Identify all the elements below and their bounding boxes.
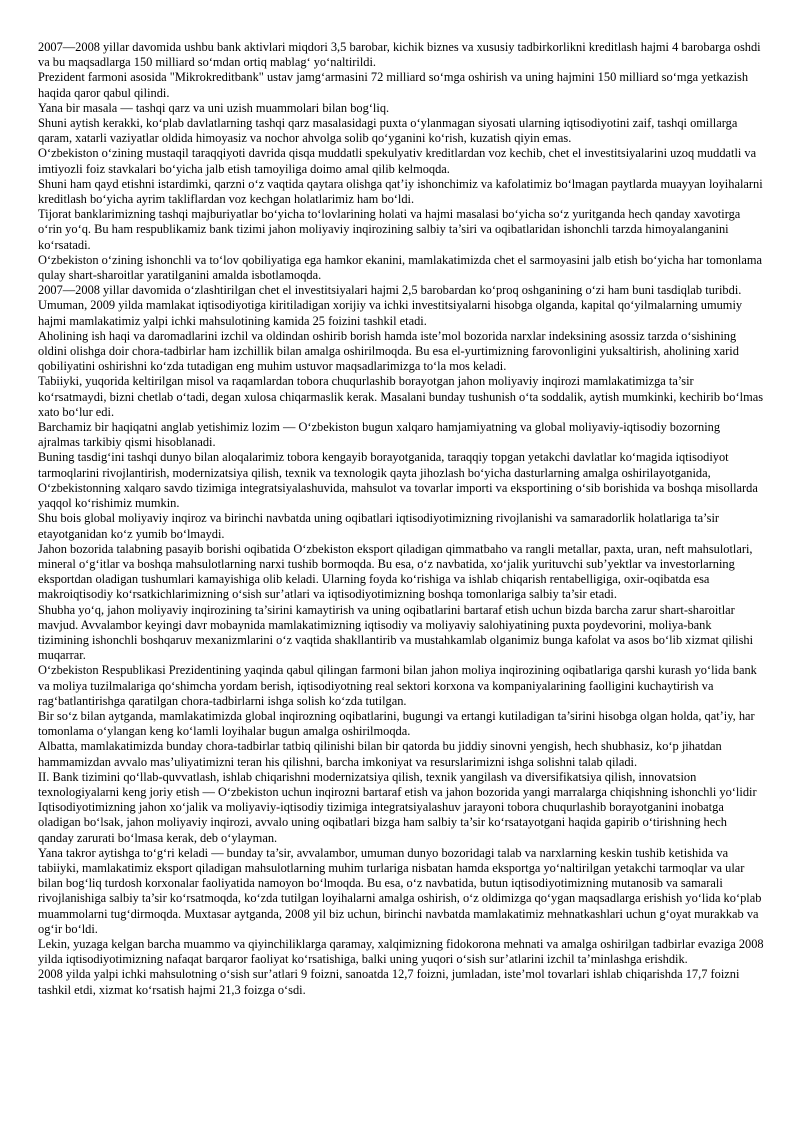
paragraph: 2007—2008 yillar davomida ushbu bank aktivlari miqdori 3,5 barobar, kichik biznes va xususiy tadbirkorlikni kreditlash hajmi 4 barobarga oshdi va bu maqsadlarga 150 milliard so‘mdan ortiq mablag‘ yo‘naltirildi. — [38, 40, 761, 70]
paragraph: Jahon bozorida talabning pasayib borishi oqibatida O‘zbekiston eksport qiladigan qimmatbaho va rangli metallar, paxta, uran, neft mahsulotlari, mineral o‘g‘itlar va boshqa mahsulotlarning narxi tushib bormoqda. Bu esa, o‘z navbatida, xo‘jalik yurituvchi sub’yektlar va investorlarning eksportdan oladigan tushumlari kamayishiga olib keladi. Ularning foyda ko‘rishiga va ishlab chiqarish rentabelligiga, oxir-oqibatda esa makroiqtisodiy ko‘rsatkichlarimizning o‘sish sur’atlari va iqtisodiyotimizning boshqa tomonlariga salbiy ta’sir etadi. — [38, 541, 753, 602]
paragraph: O‘zbekiston o‘zining ishonchli va to‘lov qobiliyatiga ega hamkor ekanini, mamlakatimizda chet el sarmoyasini jalb etish bo‘yicha har tomonlama qulay shart-sharoitlar yaratilganini amalda isbotlamoqda. — [38, 252, 762, 283]
paragraph: Iqtisodiyotimizning jahon xo‘jalik va moliyaviy-iqtisodiy tizimiga integratsiyalashuv jarayoni tobora chuqurlashib borayotganini inobatga oladigan bo‘lsak, jahon moliyaviy inqirozi, avvalo uning oqibatlari bizga ham salbiy ta’sir ko‘rsatayotgani haqida gapirib o‘tirishning hech qanday zarurati bo‘lmasa kerak, deb o‘ylayman. — [38, 800, 727, 845]
paragraph: Yana takror aytishga to‘g‘ri keladi — bunday ta’sir, avvalambor, umuman dunyo bozoridagi talab va narxlarning keskin tushib ketishida va tabiiyki, mamlakatimiz eksport qiladigan mahsulotlarning muhim turlariga nisbatan hamda eksportga yo‘naltirilgan yetakchi tarmoqlar va ular bilan bog‘liq turdosh korxonalar faoliyatida namoyon bo‘lmoqda. Bu esa, o‘z navbatida, butun iqtisodiyotimizning mutanosib va samarali rivojlanishiga salbiy ta’sir ko‘rsatmoqda, ko‘zda tutilgan loyihalarni amalga oshirish, o‘z oldimizga qo‘ygan maqsadlarga erishish yo‘lida ko‘plab muammolarni tug‘dirmoqda. Muxtasar aytganda, 2008 yil biz uchun, birinchi navbatda mamlakatimiz mehnatkashlari uchun g‘oyat murakkab va og‘ir bo‘ldi. — [38, 845, 762, 936]
paragraph: Buning tasdig‘ini tashqi dunyo bilan aloqalarimiz tobora kengayib borayotganida, taraqqiy topgan yetakchi davlatlar ko‘magida iqtisodiyot tarmoqlarini rivojlantirish, modernizatsiya qilish, texnik va texnologik qayta jihozlash bo‘yicha dasturlarning amalga oshirilayotganida, O‘zbekistonning xalqaro savdo tizimiga integratsiyalashuvida, mahsulot va tovarlar importi va eksportining o‘sib borishida va boshqa misollarda yaqqol ko‘rishimiz mumkin. — [38, 450, 758, 511]
paragraph: Lekin, yuzaga kelgan barcha muammo va qiyinchiliklarga qaramay, xalqimizning fidokorona mehnati va amalga oshirilgan tadbirlar evaziga 2008 yilda iqtisodiyotimizning nafaqat barqaror faoliyat ko‘rsatishiga, balki uning yuqori o‘sish sur’atlarini izchil ta’minlashga erishdik. — [38, 936, 764, 967]
paragraph: Prezident farmoni asosida "Mikrokreditbank" ustav jamg‘armasini 72 milliard so‘mga oshirish va uning hajmini 150 milliard so‘mga yetkazish haqida qaror qabul qilindi. — [38, 70, 749, 100]
paragraph: Umuman, 2009 yilda mamlakat iqtisodiyotiga kiritiladigan xorijiy va ichki investitsiyalarni hisobga olganda, kapital qo‘yilmalarning umumiy hajmi mamlakatimiz yalpi ichki mahsulotining kamida 25 foizini tashkil etadi. — [38, 298, 743, 328]
paragraph: 2007—2008 yillar davomida o‘zlashtirilgan chet el investitsiyalari hajmi 2,5 barobardan ko‘proq oshganining o‘zi ham buni tasdiqlab turibdi. — [38, 283, 742, 298]
paragraph: Albatta, mamlakatimizda bunday chora-tadbirlar tatbiq qilinishi bilan bir qatorda bu jiddiy sinovni yengish, hech shubhasiz, ko‘p jihatdan hammamizdan avvalo mas’uliyatimizni teran his qilishni, barcha imkoniyat va resurslarimizni ishga solishni talab qiladi. — [38, 739, 722, 769]
paragraph: O‘zbekiston o‘zining mustaqil taraqqiyoti davrida qisqa muddatli spekulyativ kreditlardan voz kechib, chet el investitsiyalarini uzoq muddatli va imtiyozli foiz stavkalari bo‘yicha jalb etish tamoyiliga doimo amal qilib kelmoqda. — [38, 146, 757, 176]
paragraph: Shuni aytish kerakki, ko‘plab davlatlarning tashqi qarz masalasidagi puxta o‘ylanmagan siyosati ularning iqtisodiyotini zaif, tashqi omillarga qaram, xatarli vaziyatlar oldida himoyasiz va nochor ahvolga solib qo‘yganini ko‘rish, kuzatish qiyin emas. — [38, 116, 738, 146]
paragraph: 2008 yilda yalpi ichki mahsulotning o‘sish sur’atlari 9 foizni, sanoatda 12,7 foizni, jumladan, iste’mol tovarlari ishlab chiqarishda 17,7 foizni tashkil etdi, xizmat ko‘rsatish hajmi 21,3 foizga o‘sdi. — [38, 967, 740, 997]
paragraph: Tabiiyki, yuqorida keltirilgan misol va raqamlardan tobora chuqurlashib borayotgan jahon moliyaviy inqirozi mamlakatimizga ta’sir ko‘rsatmaydi, bizni chetlab o‘tadi, degan xulosa chiqarmaslik kerak. Masalani bunday tushunish o‘ta soddalik, aytish mumkinki, kechirib bo‘lmas xato bo‘lur edi. — [38, 374, 764, 419]
paragraph: O‘zbekiston Respublikasi Prezidentining yaqinda qabul qilingan farmoni bilan jahon moliya inqirozining oqibatlariga qarshi kurash yo‘lida bank va moliya tuzilmalariga qo‘shimcha yordam berish, iqtisodiyotning real sektori korxona va kompaniyalarining faolligini kuchaytirish va rag‘batlantirishga qaratilgan chora-tadbirlarni ishga solish ko‘zda tutilgan. — [38, 663, 757, 708]
paragraph: Shuni ham qayd etishni istardimki, qarzni o‘z vaqtida qaytara olishga qat’iy ishonchimiz va kafolatimiz bo‘lmagan paytlarda muayyan loyihalarni kreditlash bo‘yicha ayrim takliflardan voz kechgan holatlarimiz ham bo‘ldi. — [38, 176, 763, 207]
paragraph: Shubha yo‘q, jahon moliyaviy inqirozining ta’sirini kamaytirish va uning oqibatlarini bartaraf etish uchun bizda barcha zarur shart-sharoitlar mavjud. Avvalambor keyingi davr mobaynida mamlakatimizning iqtisodiy va moliyaviy salohiyatining puxta poydevorini, moliya-bank tizimining ishonchli boshqaruv mexanizmlarini o‘z vaqtida shakllantirib va mustahkamlab olganimiz bunga kafolat va asos bo‘lib xizmat qilishi muqarrar. — [38, 602, 754, 663]
section-heading: II. Bank tizimini qo‘llab-quvvatlash, ishlab chiqarishni modernizatsiya qilish, texnik yangilash va diversifikatsiya qilish, innovatsion texnologiyalarni keng joriy etish — O‘zbekiston uchun inqirozni bartaraf etish va jahon bozorida yangi marralarga chiqishning ishonchli yo‘lidir — [38, 769, 757, 799]
paragraph: Aholining ish haqi va daromadlarini izchil va oldindan oshirib borish hamda iste’mol bozorida narxlar indeksining asossiz tarzda o‘sishining oldini olishga doir chora-tadbirlar ham izchillik bilan amalga oshirilmoqda. Bu esa el-yurtimizning farovonligini yuksaltirish, aholining xarid qobiliyatini oshirishni ko‘zda tutadigan eng muhim ustuvor maqsadlarimizga to‘la mos keladi. — [38, 328, 739, 374]
paragraph: Barchamiz bir haqiqatni anglab yetishimiz lozim — O‘zbekiston bugun xalqaro hamjamiyatning va global moliyaviy-iqtisodiy bozorning ajralmas tarkibiy qismi hisoblanadi. — [38, 420, 721, 450]
paragraph: Tijorat banklarimizning tashqi majburiyatlar bo‘yicha to‘lovlarining holati va hajmi masalasi bo‘yicha so‘z yuritganda hech qanday xavotirga o‘rin yo‘q. Bu ham respublikamiz bank tizimi jahon moliyaviy inqirozining salbiy ta’siri va oqibatlaridan ishonchli tarzda himoyalanganini ko‘rsatadi. — [38, 207, 741, 252]
paragraph: Yana bir masala — tashqi qarz va uni uzish muammolari bilan bog‘liq. — [38, 100, 390, 115]
paragraph: Shu bois global moliyaviy inqiroz va birinchi navbatda uning oqibatlari iqtisodiyotimizning rivojlanishi va samaradorlik holatlariga ta’sir etayotganidan ko‘z yumib bo‘lmaydi. — [38, 511, 720, 541]
paragraph: Bir so‘z bilan aytganda, mamlakatimizda global inqirozning oqibatlarini, bugungi va ertangi kutiladigan ta’sirini hisobga olgan holda, qat’iy, har tomonlama o‘ylangan keng ko‘lamli loyihalar bugun amalga oshirilmoqda. — [38, 708, 755, 739]
